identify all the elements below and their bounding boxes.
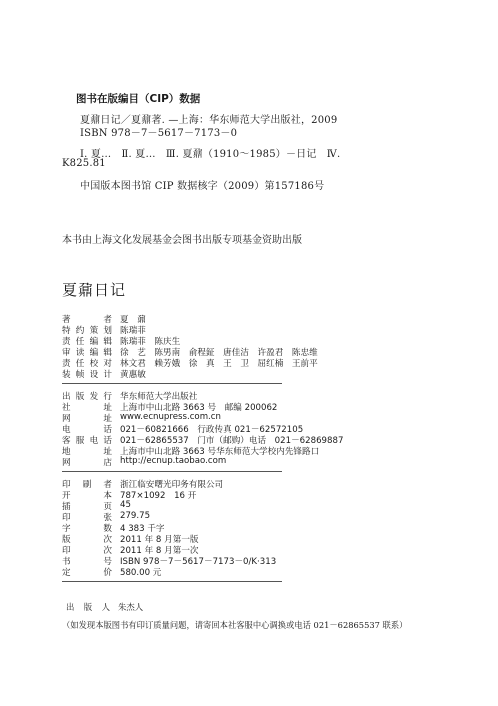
cip-line-number: 中国版本图书馆 CIP 数据核字（2009）第157186号 [80, 181, 325, 192]
cip-line-classification: Ⅰ. 夏… Ⅱ. 夏… Ⅲ. 夏鼐（1910～1985）－日记 Ⅳ. [80, 149, 341, 160]
spec-value: 2011 年 8 月第一版 [120, 535, 199, 545]
spec-label: 定价 [62, 568, 112, 578]
publisher-label: 网址 [62, 414, 112, 424]
divider [62, 471, 282, 472]
credit-label: 特约策划 [62, 326, 112, 336]
credit-label: 责任编辑 [62, 337, 112, 347]
spec-label: 印次 [62, 546, 112, 556]
publisher-label: 社址 [62, 403, 112, 413]
spec-label: 印刷者 [62, 480, 112, 490]
spec-value: 2011 年 8 月第一次 [120, 546, 199, 556]
credit-value: 黄惠敏 [120, 370, 146, 380]
spec-label: 开本 [62, 491, 112, 501]
spec-value: ISBN 978－7－5617－7173－0/K·313 [120, 557, 277, 567]
quality-note: （如发现本版图书有印订质量问题，请寄回本社客服中心调换或电话 021－62865537 联系） [62, 620, 408, 630]
publisher-label: 网店 [62, 458, 112, 468]
credit-label: 审读编辑 [62, 348, 112, 358]
publisher-value: 华东师范大学出版社 [120, 392, 198, 402]
cip-line-code: K825.81 [62, 158, 106, 169]
cip-title: 图书在版编目（CIP）数据 [76, 93, 201, 105]
publisher-value: 上海市中山北路 3663 号华东师范大学校内先锋路口 [120, 447, 320, 457]
publisher-value: http://ecnup.taobao.com [120, 456, 227, 466]
publisher-person-label: 出版人 [66, 602, 110, 612]
cip-line-isbn: ISBN 978－7－5617－7173－0 [80, 128, 238, 139]
divider [62, 383, 282, 384]
spec-label: 书号 [62, 557, 112, 567]
credit-value: 陈瑞菲 [120, 326, 146, 336]
spec-label: 印张 [62, 513, 112, 523]
spec-label: 插页 [62, 502, 112, 512]
spec-value: 787×1092 16 开 [120, 491, 197, 501]
spec-value: 279.75 [120, 511, 151, 521]
credit-label: 责任校对 [62, 359, 112, 369]
spec-label: 字数 [62, 524, 112, 534]
credit-value: 陈瑞菲 陈庆生 [120, 337, 181, 347]
spec-row [62, 566, 161, 578]
cip-line-title: 夏鼐日记／夏鼐著. —上海：华东师范大学出版社，2009 [80, 115, 338, 126]
credit-label: 著者 [62, 315, 112, 325]
book-title: 夏鼐日记 [62, 281, 127, 299]
publisher-label: 出版发行 [62, 392, 112, 402]
credit-label: 装帧设计 [62, 370, 112, 380]
credit-value: 夏 鼐 [120, 315, 146, 325]
publisher-value: 021－62865537 门市（邮购）电话 021－62869887 [120, 436, 344, 446]
publisher-label: 地址 [62, 447, 112, 457]
divider [62, 581, 282, 582]
publisher-value: 021－60821666 行政传真 021－62572105 [120, 425, 304, 435]
credit-value: 徐 艺 陈男南 俞程鉦 唐佳洁 许盈君 陈忠维 [120, 348, 318, 358]
publisher-value: www.ecnupress.com.cn [120, 412, 221, 422]
spec-value: 580.00 元 [120, 568, 162, 578]
publisher-label: 客服电话 [62, 436, 112, 446]
publisher-label: 电话 [62, 425, 112, 435]
credit-row [62, 368, 146, 380]
publisher-row [62, 456, 226, 468]
publisher-person-value: 朱杰人 [118, 602, 144, 612]
publisher-value: 上海市中山北路 3663 号 邮编 200062 [120, 403, 278, 413]
spec-value: 4 383 千字 [120, 524, 165, 534]
subsidy-statement: 本书由上海文化发展基金会图书出版专项基金资助出版 [62, 235, 302, 246]
spec-value: 45 [120, 500, 131, 510]
spec-label: 版次 [62, 535, 112, 545]
spec-value: 浙江临安曙光印务有限公司 [120, 480, 224, 490]
publisher-person [66, 601, 143, 613]
credit-value: 林文君 赖芳娥 徐 真 王 卫 屈红楠 王前平 [120, 359, 318, 369]
